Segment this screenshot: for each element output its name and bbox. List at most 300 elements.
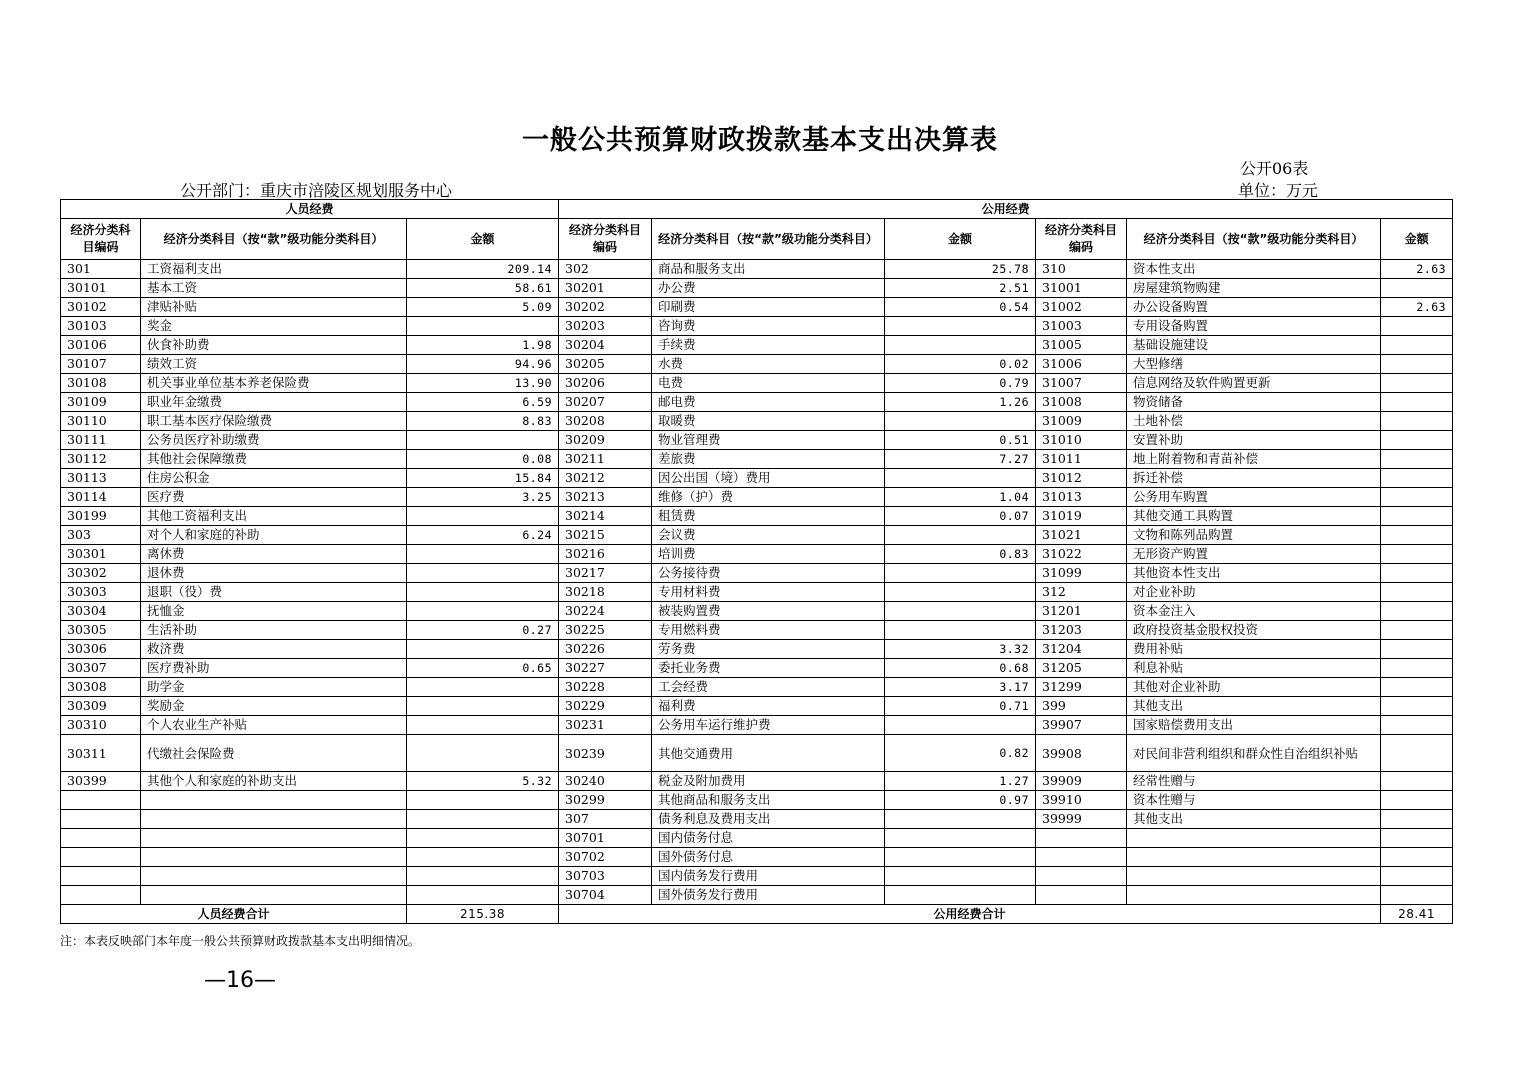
table-row xyxy=(61,886,1453,905)
cell-name: 税金及附加费用 xyxy=(652,772,885,791)
cell-code: 30703 xyxy=(559,867,652,886)
cell-amount: 0.02 xyxy=(885,355,1036,374)
cell-code: 39907 xyxy=(1036,716,1127,735)
col-header-code: 经济分类科目编码 xyxy=(1036,219,1127,260)
cell-name: 机关事业单位基本养老保险费 xyxy=(141,374,407,393)
cell-code: 30108 xyxy=(61,374,141,393)
cell-code: 31007 xyxy=(1036,374,1127,393)
cell-amount xyxy=(1381,867,1453,886)
cell-amount: 8.83 xyxy=(407,412,559,431)
cell-code: 31099 xyxy=(1036,564,1127,583)
cell-code: 30310 xyxy=(61,716,141,735)
cell-code: 31003 xyxy=(1036,317,1127,336)
group-header-personnel: 人员经费 xyxy=(61,200,559,219)
cell-code: 30101 xyxy=(61,279,141,298)
cell-amount xyxy=(885,867,1036,886)
cell-name: 生活补助 xyxy=(141,621,407,640)
table-row xyxy=(61,640,1453,659)
page-number: —16— xyxy=(204,968,276,993)
cell-code: 39909 xyxy=(1036,772,1127,791)
cell-code: 30218 xyxy=(559,583,652,602)
cell-code: 31011 xyxy=(1036,450,1127,469)
cell-code: 312 xyxy=(1036,583,1127,602)
cell-code: 310 xyxy=(1036,260,1127,279)
col-header-name: 经济分类科目（按“款”级功能分类科目） xyxy=(1127,219,1381,260)
cell-name xyxy=(141,886,407,905)
cell-name: 其他资本性支出 xyxy=(1127,564,1381,583)
cell-code: 30206 xyxy=(559,374,652,393)
cell-amount xyxy=(1381,393,1453,412)
cell-name: 公务用车购置 xyxy=(1127,488,1381,507)
cell-amount xyxy=(885,602,1036,621)
cell-name: 绩效工资 xyxy=(141,355,407,374)
table-row xyxy=(61,829,1453,848)
cell-amount xyxy=(407,678,559,697)
cell-amount xyxy=(407,507,559,526)
cell-amount xyxy=(407,848,559,867)
cell-amount: 0.71 xyxy=(885,697,1036,716)
cell-amount: 0.68 xyxy=(885,659,1036,678)
cell-code: 30203 xyxy=(559,317,652,336)
cell-amount: 0.54 xyxy=(885,298,1036,317)
cell-amount: 0.97 xyxy=(885,791,1036,810)
cell-code: 31205 xyxy=(1036,659,1127,678)
cell-amount xyxy=(885,810,1036,829)
cell-amount xyxy=(1381,469,1453,488)
group-header-public: 公用经费 xyxy=(559,200,1453,219)
cell-name: 无形资产购置 xyxy=(1127,545,1381,564)
cell-name: 因公出国（境）费用 xyxy=(652,469,885,488)
table-row xyxy=(61,526,1453,545)
col-header-code: 经济分类科目编码 xyxy=(559,219,652,260)
cell-amount xyxy=(1381,412,1453,431)
cell-code: 31021 xyxy=(1036,526,1127,545)
table-row xyxy=(61,791,1453,810)
cell-code: 31010 xyxy=(1036,431,1127,450)
cell-amount: 1.04 xyxy=(885,488,1036,507)
cell-code: 31012 xyxy=(1036,469,1127,488)
cell-name: 代缴社会保险费 xyxy=(141,735,407,772)
cell-name: 物资储备 xyxy=(1127,393,1381,412)
cell-name: 个人农业生产补贴 xyxy=(141,716,407,735)
cell-name: 维修（护）费 xyxy=(652,488,885,507)
cell-name: 地上附着物和青苗补偿 xyxy=(1127,450,1381,469)
cell-name: 专用设备购置 xyxy=(1127,317,1381,336)
cell-name: 职业年金缴费 xyxy=(141,393,407,412)
col-header-amount: 金额 xyxy=(1381,219,1453,260)
cell-amount xyxy=(885,469,1036,488)
cell-name: 委托业务费 xyxy=(652,659,885,678)
column-header-row xyxy=(61,219,1453,260)
cell-code: 30114 xyxy=(61,488,141,507)
cell-amount xyxy=(407,735,559,772)
public-total-label: 公用经费合计 xyxy=(559,905,1381,924)
cell-amount xyxy=(1381,791,1453,810)
cell-name: 劳务费 xyxy=(652,640,885,659)
cell-code: 30202 xyxy=(559,298,652,317)
cell-amount: 0.51 xyxy=(885,431,1036,450)
cell-amount xyxy=(1381,772,1453,791)
cell-name: 取暖费 xyxy=(652,412,885,431)
cell-name: 拆迁补偿 xyxy=(1127,469,1381,488)
cell-code: 31019 xyxy=(1036,507,1127,526)
cell-name: 培训费 xyxy=(652,545,885,564)
cell-amount xyxy=(407,867,559,886)
table-row xyxy=(61,336,1453,355)
cell-name: 奖金 xyxy=(141,317,407,336)
cell-name: 咨询费 xyxy=(652,317,885,336)
cell-code xyxy=(61,810,141,829)
cell-code: 30111 xyxy=(61,431,141,450)
table-row xyxy=(61,602,1453,621)
cell-amount xyxy=(1381,735,1453,772)
cell-name: 公务用车运行维护费 xyxy=(652,716,885,735)
table-row xyxy=(61,279,1453,298)
cell-name: 差旅费 xyxy=(652,450,885,469)
cell-code: 30103 xyxy=(61,317,141,336)
cell-code: 30229 xyxy=(559,697,652,716)
cell-code: 30240 xyxy=(559,772,652,791)
cell-name: 救济费 xyxy=(141,640,407,659)
cell-code: 31022 xyxy=(1036,545,1127,564)
cell-name: 助学金 xyxy=(141,678,407,697)
cell-code: 302 xyxy=(559,260,652,279)
cell-name: 其他交通费用 xyxy=(652,735,885,772)
cell-code: 39999 xyxy=(1036,810,1127,829)
cell-code: 31013 xyxy=(1036,488,1127,507)
cell-name: 国外债务付息 xyxy=(652,848,885,867)
cell-name: 住房公积金 xyxy=(141,469,407,488)
cell-code: 30224 xyxy=(559,602,652,621)
cell-name: 离休费 xyxy=(141,545,407,564)
cell-code xyxy=(1036,867,1127,886)
table-row xyxy=(61,564,1453,583)
department-label: 公开部门：重庆市涪陵区规划服务中心 xyxy=(180,181,453,200)
cell-amount: 15.84 xyxy=(407,469,559,488)
cell-name: 退休费 xyxy=(141,564,407,583)
cell-amount: 94.96 xyxy=(407,355,559,374)
cell-code: 30226 xyxy=(559,640,652,659)
cell-name xyxy=(1127,867,1381,886)
cell-amount: 6.24 xyxy=(407,526,559,545)
cell-code: 30212 xyxy=(559,469,652,488)
cell-name xyxy=(141,829,407,848)
cell-amount xyxy=(1381,317,1453,336)
cell-code: 31005 xyxy=(1036,336,1127,355)
table-row xyxy=(61,298,1453,317)
table-number: 公开06表 xyxy=(1240,159,1309,178)
cell-code: 399 xyxy=(1036,697,1127,716)
cell-amount xyxy=(1381,678,1453,697)
cell-amount xyxy=(1381,488,1453,507)
table-row xyxy=(61,697,1453,716)
cell-amount xyxy=(407,829,559,848)
cell-name: 办公设备购置 xyxy=(1127,298,1381,317)
cell-name: 退职（役）费 xyxy=(141,583,407,602)
table-row xyxy=(61,317,1453,336)
cell-code: 307 xyxy=(559,810,652,829)
cell-name: 公务接待费 xyxy=(652,564,885,583)
table-row xyxy=(61,772,1453,791)
table-row xyxy=(61,260,1453,279)
cell-name: 水费 xyxy=(652,355,885,374)
cell-code: 301 xyxy=(61,260,141,279)
cell-code: 31201 xyxy=(1036,602,1127,621)
cell-code: 30701 xyxy=(559,829,652,848)
cell-name: 办公费 xyxy=(652,279,885,298)
cell-code: 30207 xyxy=(559,393,652,412)
cell-code: 31008 xyxy=(1036,393,1127,412)
cell-code: 30217 xyxy=(559,564,652,583)
cell-code: 30225 xyxy=(559,621,652,640)
cell-name: 其他支出 xyxy=(1127,810,1381,829)
table-row xyxy=(61,374,1453,393)
table-row xyxy=(61,867,1453,886)
cell-code: 31204 xyxy=(1036,640,1127,659)
cell-amount xyxy=(1381,659,1453,678)
cell-code: 30227 xyxy=(559,659,652,678)
cell-amount xyxy=(407,564,559,583)
cell-name: 邮电费 xyxy=(652,393,885,412)
cell-amount xyxy=(1381,716,1453,735)
cell-amount: 7.27 xyxy=(885,450,1036,469)
cell-code: 30299 xyxy=(559,791,652,810)
cell-name: 租赁费 xyxy=(652,507,885,526)
cell-code xyxy=(61,886,141,905)
table-row xyxy=(61,507,1453,526)
cell-name: 物业管理费 xyxy=(652,431,885,450)
cell-amount: 0.27 xyxy=(407,621,559,640)
table-row xyxy=(61,735,1453,772)
cell-amount xyxy=(1381,810,1453,829)
personnel-total-label: 人员经费合计 xyxy=(61,905,407,924)
cell-amount xyxy=(885,716,1036,735)
cell-name: 其他个人和家庭的补助支出 xyxy=(141,772,407,791)
group-header-row xyxy=(61,200,1453,219)
cell-amount: 3.32 xyxy=(885,640,1036,659)
cell-code xyxy=(61,867,141,886)
cell-amount: 5.32 xyxy=(407,772,559,791)
cell-amount xyxy=(1381,279,1453,298)
cell-amount xyxy=(1381,848,1453,867)
cell-name: 政府投资基金股权投资 xyxy=(1127,621,1381,640)
cell-amount xyxy=(885,336,1036,355)
cell-name: 手续费 xyxy=(652,336,885,355)
cell-name: 资本性赠与 xyxy=(1127,791,1381,810)
cell-name xyxy=(141,791,407,810)
cell-amount xyxy=(407,583,559,602)
cell-amount: 0.83 xyxy=(885,545,1036,564)
cell-name: 电费 xyxy=(652,374,885,393)
cell-name xyxy=(141,848,407,867)
cell-code: 30216 xyxy=(559,545,652,564)
cell-amount: 6.59 xyxy=(407,393,559,412)
cell-name: 国家赔偿费用支出 xyxy=(1127,716,1381,735)
cell-code: 30107 xyxy=(61,355,141,374)
cell-name: 资本性支出 xyxy=(1127,260,1381,279)
table-row xyxy=(61,469,1453,488)
table-row xyxy=(61,412,1453,431)
cell-code: 30228 xyxy=(559,678,652,697)
table-row xyxy=(61,810,1453,829)
cell-code: 30311 xyxy=(61,735,141,772)
cell-amount: 2.63 xyxy=(1381,260,1453,279)
table-row xyxy=(61,659,1453,678)
col-header-name: 经济分类科目（按“款”级功能分类科目） xyxy=(652,219,885,260)
cell-code: 30102 xyxy=(61,298,141,317)
cell-amount xyxy=(1381,507,1453,526)
cell-code: 31001 xyxy=(1036,279,1127,298)
cell-code xyxy=(61,829,141,848)
cell-code: 30399 xyxy=(61,772,141,791)
unit-label: 单位：万元 xyxy=(1238,181,1319,200)
cell-amount: 1.98 xyxy=(407,336,559,355)
col-header-amount: 金额 xyxy=(407,219,559,260)
cell-amount xyxy=(407,317,559,336)
cell-code: 31299 xyxy=(1036,678,1127,697)
cell-code: 31009 xyxy=(1036,412,1127,431)
cell-amount xyxy=(1381,697,1453,716)
cell-name xyxy=(141,867,407,886)
cell-name: 费用补贴 xyxy=(1127,640,1381,659)
cell-amount xyxy=(1381,640,1453,659)
cell-code: 30302 xyxy=(61,564,141,583)
table-note: 注：本表反映部门本年度一般公共预算财政拨款基本支出明细情况。 xyxy=(60,934,421,948)
cell-amount xyxy=(1381,336,1453,355)
cell-code: 30304 xyxy=(61,602,141,621)
page-title: 一般公共预算财政拨款基本支出决算表 xyxy=(522,125,998,156)
col-header-amount: 金额 xyxy=(885,219,1036,260)
cell-code: 30112 xyxy=(61,450,141,469)
cell-amount xyxy=(1381,545,1453,564)
cell-name: 公务员医疗补助缴费 xyxy=(141,431,407,450)
cell-code: 30702 xyxy=(559,848,652,867)
cell-amount xyxy=(885,412,1036,431)
cell-amount xyxy=(885,564,1036,583)
cell-name: 基础设施建设 xyxy=(1127,336,1381,355)
cell-name: 被装购置费 xyxy=(652,602,885,621)
cell-name: 其他工资福利支出 xyxy=(141,507,407,526)
cell-amount xyxy=(1381,431,1453,450)
cell-amount xyxy=(407,886,559,905)
cell-code: 30205 xyxy=(559,355,652,374)
cell-code: 30308 xyxy=(61,678,141,697)
cell-amount xyxy=(407,791,559,810)
cell-amount: 1.26 xyxy=(885,393,1036,412)
cell-code: 30211 xyxy=(559,450,652,469)
cell-amount xyxy=(407,545,559,564)
cell-code: 31006 xyxy=(1036,355,1127,374)
cell-code: 39910 xyxy=(1036,791,1127,810)
cell-amount xyxy=(1381,583,1453,602)
cell-name: 奖励金 xyxy=(141,697,407,716)
cell-name: 其他对企业补助 xyxy=(1127,678,1381,697)
cell-code: 30213 xyxy=(559,488,652,507)
cell-amount: 0.79 xyxy=(885,374,1036,393)
cell-name: 国内债务发行费用 xyxy=(652,867,885,886)
cell-code: 30301 xyxy=(61,545,141,564)
cell-amount xyxy=(885,526,1036,545)
cell-name: 信息网络及软件购置更新 xyxy=(1127,374,1381,393)
cell-amount: 0.07 xyxy=(885,507,1036,526)
expenditure-table xyxy=(60,199,1453,924)
cell-name: 房屋建筑物购建 xyxy=(1127,279,1381,298)
cell-code: 30110 xyxy=(61,412,141,431)
cell-code: 30306 xyxy=(61,640,141,659)
cell-amount xyxy=(1381,355,1453,374)
cell-amount xyxy=(407,697,559,716)
cell-name xyxy=(141,810,407,829)
cell-code xyxy=(1036,886,1127,905)
cell-code: 39908 xyxy=(1036,735,1127,772)
cell-code xyxy=(61,848,141,867)
cell-amount xyxy=(885,848,1036,867)
cell-name: 专用燃料费 xyxy=(652,621,885,640)
cell-name: 其他交通工具购置 xyxy=(1127,507,1381,526)
cell-name: 福利费 xyxy=(652,697,885,716)
cell-name: 安置补助 xyxy=(1127,431,1381,450)
cell-name: 国内债务付息 xyxy=(652,829,885,848)
cell-name: 利息补贴 xyxy=(1127,659,1381,678)
cell-amount xyxy=(1381,374,1453,393)
cell-amount: 13.90 xyxy=(407,374,559,393)
cell-amount xyxy=(885,886,1036,905)
cell-amount: 58.61 xyxy=(407,279,559,298)
cell-amount xyxy=(885,829,1036,848)
table-row xyxy=(61,848,1453,867)
col-header-code: 经济分类科目编码 xyxy=(61,219,141,260)
cell-amount: 25.78 xyxy=(885,260,1036,279)
cell-code: 30305 xyxy=(61,621,141,640)
cell-amount xyxy=(1381,602,1453,621)
cell-name: 基本工资 xyxy=(141,279,407,298)
col-header-name: 经济分类科目（按“款”级功能分类科目） xyxy=(141,219,407,260)
cell-amount: 0.82 xyxy=(885,735,1036,772)
cell-name xyxy=(1127,848,1381,867)
cell-amount: 2.63 xyxy=(1381,298,1453,317)
cell-name: 其他商品和服务支出 xyxy=(652,791,885,810)
cell-amount xyxy=(407,810,559,829)
cell-code: 30204 xyxy=(559,336,652,355)
table-row xyxy=(61,583,1453,602)
cell-name: 工资福利支出 xyxy=(141,260,407,279)
cell-amount: 5.09 xyxy=(407,298,559,317)
cell-amount xyxy=(1381,450,1453,469)
public-total-value: 28.41 xyxy=(1381,905,1453,924)
cell-name: 大型修缮 xyxy=(1127,355,1381,374)
table-row xyxy=(61,450,1453,469)
cell-amount xyxy=(885,621,1036,640)
cell-name: 对企业补助 xyxy=(1127,583,1381,602)
table-row xyxy=(61,393,1453,412)
cell-code: 31002 xyxy=(1036,298,1127,317)
cell-code xyxy=(1036,848,1127,867)
table-row xyxy=(61,431,1453,450)
cell-name: 专用材料费 xyxy=(652,583,885,602)
cell-code: 30106 xyxy=(61,336,141,355)
table-row xyxy=(61,678,1453,697)
cell-code: 30307 xyxy=(61,659,141,678)
cell-name: 医疗费 xyxy=(141,488,407,507)
cell-amount xyxy=(407,640,559,659)
personnel-total-value: 215.38 xyxy=(407,905,559,924)
cell-name: 文物和陈列品购置 xyxy=(1127,526,1381,545)
cell-name: 对个人和家庭的补助 xyxy=(141,526,407,545)
table-row xyxy=(61,545,1453,564)
cell-name: 抚恤金 xyxy=(141,602,407,621)
cell-amount xyxy=(407,716,559,735)
cell-name: 债务利息及费用支出 xyxy=(652,810,885,829)
